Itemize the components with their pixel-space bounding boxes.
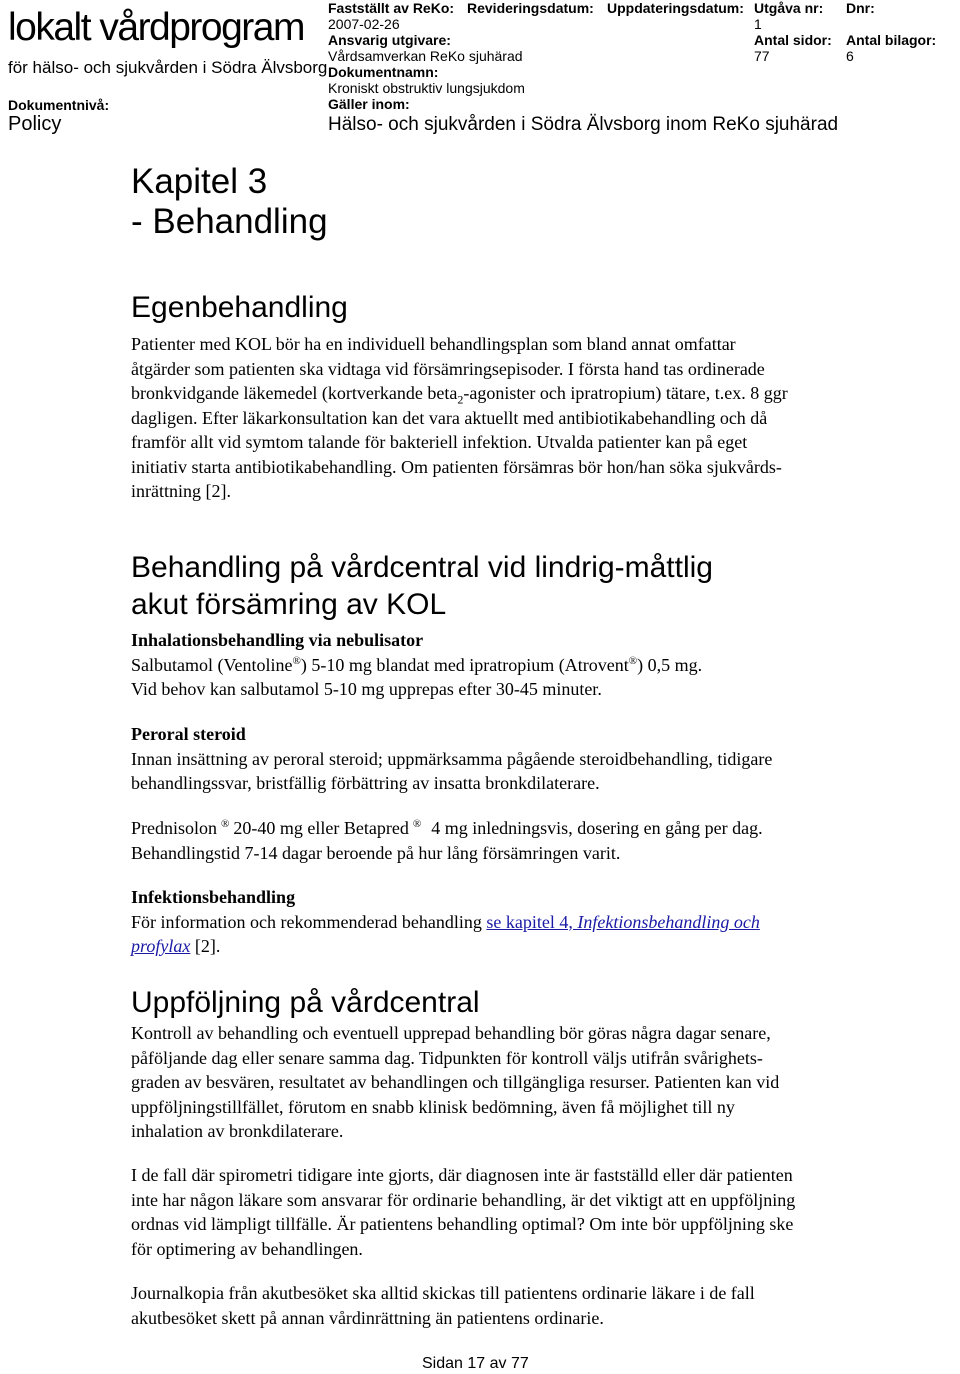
text-line: inrättning [2]. <box>131 481 231 501</box>
text-segment: ) 5-10 mg blandat med ipratropium (Atrovent <box>300 654 629 675</box>
established-value: 2007-02-26 <box>328 16 400 32</box>
brand-title: lokalt vårdprogram <box>8 6 304 49</box>
text-line: dagligen. Efter läkarkonsultation kan det vara aktuellt med antibiotikabehandling och då <box>131 407 768 428</box>
text-line <box>131 381 891 406</box>
text-segment: Prednisolon <box>131 818 218 838</box>
text-segment: bronkvidgande läkemedel (kortverkande beta <box>131 383 458 403</box>
dnr-label: Dnr: <box>846 0 875 16</box>
peroral-block <box>131 722 891 796</box>
section-heading-egenbehandling: Egenbehandling <box>131 291 348 324</box>
document-level-label: Dokumentnivå: <box>8 97 110 113</box>
infektion-heading: Infektionsbehandling <box>131 887 296 907</box>
edition-value: 1 <box>754 16 762 32</box>
text-line: åtgärder som patienten ska vidtaga vid försämringsepisoder. I första hand tas ordinerade <box>131 358 765 379</box>
uppfoljning-paragraph-1 <box>131 1021 891 1144</box>
text-line: framför allt vid symtom talande för bakteriell infektion. Utvalda patienter kan på eget <box>131 432 748 452</box>
registered-mark: ® <box>628 654 638 667</box>
text-line: initiativ starta antibiotikabehandling. Om patienten försämras bör hon/han söka sjukvårds- <box>131 456 782 477</box>
chapter-4-link-title-cont[interactable]: profylax <box>131 936 191 956</box>
section-heading-vardcentral-line1: Behandling på vårdcentral vid lindrig-måttlig <box>131 551 713 584</box>
pages-label: Antal sidor: <box>754 32 832 48</box>
text-line: Patienter med KOL bör ha en individuell behandlingsplan som bland annat omfattar <box>131 334 736 354</box>
chapter-4-link-title[interactable]: Infektionsbehandling och <box>577 911 760 932</box>
text-line: inhalation av bronkdilaterare. <box>131 1121 344 1141</box>
update-date-label: Uppdateringsdatum: <box>607 0 744 16</box>
text-line <box>131 910 891 935</box>
document-name-label: Dokumentnamn: <box>328 64 439 80</box>
text-segment: -agonister och ipratropium) tätare, t.ex. 8 ggr <box>463 383 788 403</box>
inhalation-heading: Inhalationsbehandling via nebulisator <box>131 630 424 650</box>
text-segment: 20-40 mg eller Betapred <box>233 818 409 838</box>
text-line: I de fall där spirometri tidigare inte gjorts, där diagnosen inte är fastställd eller där patienten <box>131 1165 793 1185</box>
egenbehandling-paragraph <box>131 332 891 504</box>
brand-subtitle: för hälso- och sjukvården i Södra Älvsborg <box>8 58 328 77</box>
applies-to-label: Gäller inom: <box>328 96 410 112</box>
edition-label: Utgåva nr: <box>754 0 824 16</box>
chapter-4-link[interactable]: se kapitel 4, <box>486 911 578 932</box>
prednisolon-block <box>131 816 891 865</box>
text-line: Innan insättning av peroral steroid; uppmärksamma pågående steroidbehandling, tidigare <box>131 748 773 769</box>
infektion-block <box>131 885 891 959</box>
text-line: akutbesöket skett på annan vårdinrättning än patientens ordinarie. <box>131 1307 604 1328</box>
registered-mark: ® <box>412 818 422 830</box>
text-line: Vid behov kan salbutamol 5-10 mg upprepas efter 30-45 minuter. <box>131 679 602 699</box>
text-line: påföljande dag eller senare samma dag. Tidpunkten för kontroll väljs utifrån svårighets- <box>131 1047 763 1068</box>
registered-mark: ® <box>221 818 230 830</box>
text-segment: 4 mg inledningsvis, dosering en gång per dag. <box>431 818 763 838</box>
applies-to-value: Hälso- och sjukvården i Södra Älvsborg inom ReKo sjuhärad <box>328 114 839 135</box>
inhalation-block <box>131 628 891 702</box>
text-line <box>131 934 891 959</box>
text-line: Behandlingstid 7-14 dagar beroende på hur lång försämringen varit. <box>131 842 621 863</box>
text-line: Kontroll av behandling och eventuell upprepad behandling bör göras några dagar senare, <box>131 1023 771 1043</box>
chapter-title-line2: - Behandling <box>131 202 328 241</box>
text-line <box>131 653 891 678</box>
uppfoljning-paragraph-3 <box>131 1281 891 1330</box>
established-label: Fastställt av ReKo: <box>328 0 455 16</box>
revision-date-label: Revideringsdatum: <box>467 0 594 16</box>
text-line: ordnas vid lämpligt tillfälle. Är patientens behandling optimal? Om inte bör uppföljning ske <box>131 1214 794 1234</box>
section-heading-uppfoljning: Uppföljning på vårdcentral <box>131 986 480 1019</box>
uppfoljning-paragraph-2 <box>131 1163 891 1261</box>
document-level-value: Policy <box>8 113 62 135</box>
text-line: graden av besvären, resultatet av behandlingen och tillgängliga resurser. Patienten kan vid <box>131 1072 780 1092</box>
text-segment: Salbutamol (Ventoline <box>131 654 293 675</box>
text-line: behandlingssvar, bristfällig förbättring av insatta bronkdilaterare. <box>131 773 600 793</box>
attachments-label: Antal bilagor: <box>846 32 937 48</box>
text-line: inte har någon läkare som ansvarar för ordinarie behandling, är det viktigt att en uppföljning <box>131 1189 796 1210</box>
registered-mark: ® <box>292 654 301 667</box>
chapter-title-line1: Kapitel 3 <box>131 162 268 201</box>
text-line: för optimering av behandlingen. <box>131 1238 363 1259</box>
text-line: uppföljningstillfället, förutom en snabb klinisk bedömning, även få möjlighet till ny <box>131 1096 735 1117</box>
pages-value: 77 <box>754 48 770 64</box>
peroral-heading: Peroral steroid <box>131 724 246 744</box>
attachments-value: 6 <box>846 48 854 64</box>
subscript: 2 <box>457 392 464 407</box>
text-line: Journalkopia från akutbesöket ska alltid skickas till patientens ordinarie läkare i de fall <box>131 1283 755 1303</box>
document-name-value: Kroniskt obstruktiv lungsjukdom <box>328 80 525 96</box>
issuer-value: Vårdsamverkan ReKo sjuhärad <box>328 48 523 64</box>
text-segment: [2]. <box>190 936 221 956</box>
issuer-label: Ansvarig utgivare: <box>328 32 451 48</box>
text-segment: ) 0,5 mg. <box>637 654 703 675</box>
text-segment: För information och rekommenderad behandling <box>131 911 487 932</box>
text-line <box>131 816 891 841</box>
section-heading-vardcentral-line2: akut försämring av KOL <box>131 588 447 621</box>
page-number: Sidan 17 av 77 <box>422 1355 529 1372</box>
